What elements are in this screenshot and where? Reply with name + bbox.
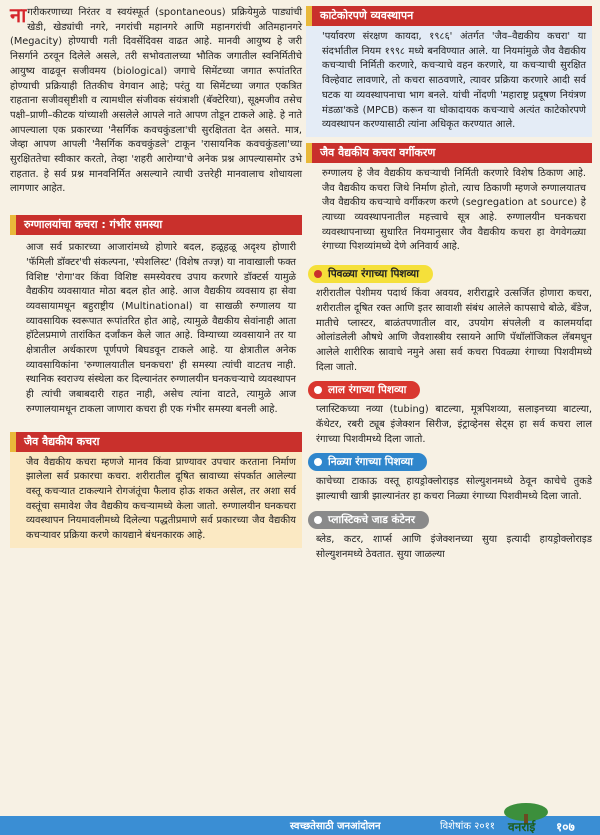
- right-column: [306, 6, 592, 562]
- bullet-icon: [314, 458, 322, 466]
- red-bag-heading: लाल रंगाच्या पिशव्या: [308, 381, 420, 399]
- intro-paragraph: नागरीकरणाच्या निरंतर व स्वयंस्फूर्त (spontaneous) प्रक्रियेमुळे पाड्यांची खेडी, खेड्यांची नगरे, नगरांची महानगरे आणि महानगरांची अतिमहानगरे (Megacity) होण्याची गती दिवसेंदिवस वाढत आहे. मानवी आयुष्य हे जरी निसर्गाने ठरवून दिलेले असले, तरी सभोवतालच्या भौतिक जगातील स्वनिर्मितीचे आयुष्य वाढवून सजीवमय (biological) जगाचे सिमेंटच्या जगात रूपांतरित होण्याची प्रक्रियाही तितकीच वेगवान आहे; परंतु या सिमेंटच्या जगात एकत्रित राहताना सजीवसृष्टीशी व त्यामधील संजीवक संयंत्राशी (बॅक्टेरिया), सूक्ष्मजीव तसेच पक्षी–प्राणी–कीटक यांच्याशी असलेले आपले नाते आपण तोडून टाकले आहे. हे नाते आपल्याला एक प्रकारच्या 'नैसर्गिक कवचकुंडला'ची सुरक्षितता देत असते. मात्र, जेव्हा आपण आपली 'नैसर्गिक कवचकुंडले' टाकून 'रासायनिक कवचकुंडला'च्या सुरक्षिततेचा स्वीकार करतो, तेव्हा 'शहरी आरोग्या'चे अनेक प्रश्न आपल्यासमोर उभे राहतात. हे सर्व प्रश्न मानवनिर्मित असल्याने त्याची उत्तरेही मानवालाच शोधायला लागणार आहेत.: [10, 3, 302, 195]
- management-text: 'पर्यावरण संरक्षण कायदा, १९८६' अंतर्गत 'जैव–वैद्यकीय कचरा' या संदर्भातील नियम १९९८ मध्ये बनविण्यात आले. या नियमांमुळे जैव वैद्यकीय कचऱ्याची निर्मिती करणारे, कचऱ्याचे वहन करणारे, या कचऱ्याची सुरक्षित विल्हेवाट लावणारे, तो कचरा साठवणारे, त्यावर प्रक्रिया करणारे आदी सर्व घटक या व्यवस्थापनाचा भाग बनले. यांची नोंदणी 'महाराष्ट्र प्रदूषण नियंत्रण मंडळा'कडे (MPCB) करून या धोकादायक कचऱ्याचे अत्यंत काटेकोरपणे व्यवस्थापन करण्यासाठी त्यांना अधिकृत करण्यात आले.: [322, 31, 586, 131]
- blue-bag-heading: निळ्या रंगाच्या पिशव्या: [308, 453, 427, 471]
- left-column: [10, 3, 302, 548]
- hospital-waste-text: आज सर्व प्रकारच्या आजारांमध्ये होणारे बदल, हळूहळू अदृश्य होणारी 'फॅमिली डॉक्टर'ची संकल्पना, 'स्पेशलिस्ट' (विशेष तज्ज्ञ) या नावाखाली फक्त विशिष्ट 'रोगा'वर किंवा विशिष्ट समस्येवरच उपाय करणारे डॉक्टर्स यामुळे वैद्यकीय व्यवसायात मोठा बदल होत आहे. आज वैद्यकीय व्यवसाय हा सेवा व्यवसायामधून बहुराष्ट्रीय (Multinational) वा साखळी रुग्णालय या व्यावसायिक स्वरूपात रूपांतरित होत आहे, त्यामुळे वैद्यकीय सेवांनाही आता हॉटेलप्रमाणे तारांकित दर्जांकन केले जात आहे. विम्याच्या व्यवसायाने तर या क्षेत्रातील अर्थकारण पूर्णपणे बिघडवून टाकले आहे. या क्षेत्रातील अनेक व्यावसायिकांना 'रुग्णालयातील घनकचरा' ही समस्या त्यांची वाटतच नाही. स्थानिक स्वराज्य संस्थेला कर दिल्यानंतर रुग्णालयीन घनकचऱ्याचे व्यवस्थापन ही त्यांची जबाबदारी राहत नाही, असेच त्यांना वाटते, त्यामुळे आज रुग्णालयामधून टाकला जाणारा कचरा ही एक गंभीर समस्या बनली आहे.: [26, 242, 296, 415]
- section-heading-management: काटेकोरपणे व्यवस्थापन: [306, 6, 592, 26]
- classification-text: रुग्णालय हे जैव वैद्यकीय कचऱ्याची निर्मिती करणारे विशेष ठिकाण आहे. जैव वैद्यकीय कचरा जिथे निर्माण होतो, त्याच ठिकाणी म्हणजे रुग्णालयातच जैव वैद्यकीय कचऱ्याचे वर्गीकरण करणे (segregation at source) हे त्याच्या व्यवस्थापनातील महत्त्वाचे सूत्र आहे. रुग्णालयीन घनकचरा व्यवस्थापनाच्या सुधारित नियमानुसार जैव वैद्यकीय कचरा हा वेगवेगळ्या रंगाच्या पिशव्यांमध्ये देणे अनिवार्य आहे.: [322, 167, 586, 253]
- blue-bag-text: काचेच्या टाकाऊ वस्तू हायड्रोक्लोराइड सोल्युशनमध्ये ठेवून काचेचे तुकडे झाल्याची खात्री झाल्यानंतर हा कचरा निळ्या रंगाच्या पिशवीमध्ये दिला जातो.: [316, 476, 592, 503]
- yellow-bag-heading: पिवळ्या रंगाच्या पिशव्या: [308, 265, 433, 283]
- footer-issue: विशेषांक २०११: [440, 821, 495, 832]
- bio-medical-text: जैव वैद्यकीय कचरा म्हणजे मानव किंवा प्राण्यावर उपचार करताना निर्माण झालेला सर्व प्रकारचा कचरा. शरीरातील दूषित स्रावाच्या संपर्कात आलेल्या वस्तू कचऱ्यात टाकल्याने रोगजंतूंचा फैलाव होऊ शकत असेल, तर अशा सर्व वस्तूंचा समावेश जैव वैद्यकीय कचऱ्यामध्ये केला जातो. रुग्णालयीन घनकचरा व्यवस्थापन नियमावलीमध्ये दिलेल्या पद्धतीप्रमाणे सर्व प्रकारच्या जैव वैद्यकीय कचऱ्यावर प्रक्रिया करणे कायद्याने बंधनकारक आहे.: [26, 456, 296, 542]
- section-heading-classification: जैव वैद्यकीय कचरा वर्गीकरण: [306, 143, 592, 163]
- container-text: ब्लेड, कटर, शार्प्स आणि इंजेक्शनच्या सुया इत्यादी हायड्रोक्लोराइड सोल्युशनमध्ये ठेवतात. सुया जाळल्या: [316, 533, 592, 560]
- section-heading-hospital-waste: रुग्णालयांचा कचरा : गंभीर समस्या: [10, 215, 302, 235]
- page-number: १०७: [556, 820, 575, 834]
- bullet-icon: [314, 270, 322, 278]
- container-heading: प्लास्टिकचे जाड कंटेनर: [308, 511, 429, 529]
- vanrai-logo: [498, 802, 554, 834]
- intro-text: गरीकरणाच्या निरंतर व स्वयंस्फूर्त (spontaneous) प्रक्रियेमुळे पाड्यांची खेडी, खेड्यांची नगरे, नगरांची महानगरे आणि महानगरांची अतिमहानगरे (Megacity) होण्याची गती दिवसेंदिवस वाढत आहे. मानवी आयुष्य हे जरी निसर्गाने ठरवून दिलेले असले, तरी सभोवतालच्या भौतिक जगातील स्वनिर्मितीचे आयुष्य वाढवून सजीवमय (biological) जगाचे सिमेंटच्या जगात रूपांतरित होण्याची प्रक्रियाही तितकीच वेगवान आहे; परंतु या सिमेंटच्या जगात एकत्रित राहताना सजीवसृष्टीशी व त्यामधील संजीवक संयंत्राशी (बॅक्टेरिया), सूक्ष्मजीव तसेच पक्षी–प्राणी–कीटक यांच्याशी असलेले आपले नाते आपण तोडून टाकले आहे. हे नाते आपल्याला एक प्रकारच्या 'नैसर्गिक कवचकुंडला'ची सुरक्षितता देत असते. मात्र, जेव्हा आपण आपली 'नैसर्गिक कवचकुंडले' टाकून 'रासायनिक कवचकुंडला'च्या सुरक्षिततेचा स्वीकार करतो, तेव्हा 'शहरी आरोग्या'चे अनेक प्रश्न आपल्यासमोर उभे राहतात. हे सर्व प्रश्न मानवनिर्मित असल्याने त्याची उत्तरेही मानवालाच शोधायला लागणार आहेत.: [10, 7, 302, 195]
- section-heading-bio-medical: जैव वैद्यकीय कचरा: [10, 432, 302, 452]
- yellow-bag-text: शरीरातील पेशीमय पदार्थ किंवा अवयव, शरीराद्वारे उत्सर्जित होणारा कचरा, शरीरातील दूषित रक्त आणि इतर स्रावाशी संबंध आलेले कापसाचे बोळे, बँडेज, मातीचे प्लास्टर, बाळंतपणातील वार, उपयोग संपलेली व कालमर्यादा ओलांडलेली औषधे आणि जैवशास्त्रीय रसायने आणि पॅथॉलॉजिकल लॅबमधून आलेले शारीरिक स्रावाचे नमुने असा सर्व कचरा पिवळ्या रंगाच्या पिशवीमध्ये दिला जातो.: [316, 288, 592, 373]
- logo-text: वनराई: [508, 820, 536, 834]
- red-bag-text: प्लास्टिकच्या नव्या (tubing) बाटल्या, मूत्रपिशव्या, सलाइनच्या बाटल्या, कॅथेटर, रबरी ट्यूब इंजेक्शन सिरीज, इंट्राव्हेनस सेट्स हा सर्व कचरा लाल रंगाच्या पिशवीमध्ये दिला जातो.: [316, 404, 592, 445]
- footer-title: स्वच्छतेसाठी जनआंदोलन: [290, 821, 381, 832]
- bullet-icon: [314, 386, 322, 394]
- bullet-icon: [314, 516, 322, 524]
